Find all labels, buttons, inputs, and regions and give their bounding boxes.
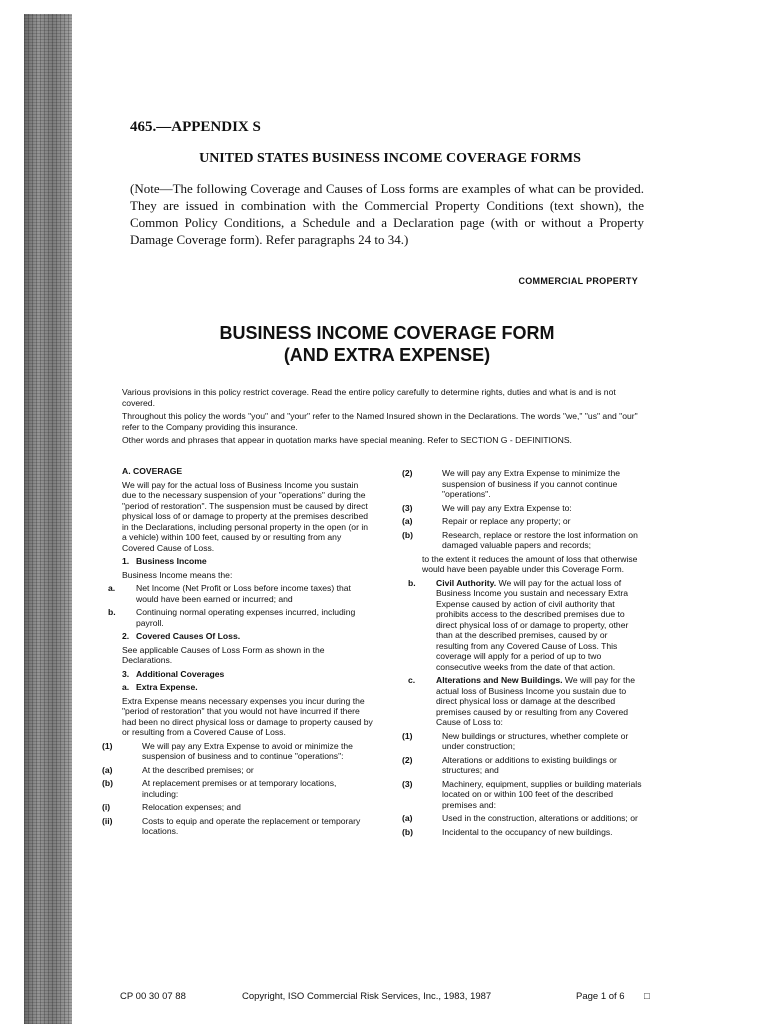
clause-text: Repair or replace any property; or xyxy=(442,516,571,526)
subitem-letter: b. xyxy=(108,607,116,617)
item-heading: Additional Coverages xyxy=(136,668,225,679)
clause xyxy=(102,815,374,837)
clause-text: We will pay any Extra Expense to minimize the suspension of business if you cannot continue "operations". xyxy=(442,468,620,499)
intro-block xyxy=(122,387,642,449)
clause xyxy=(402,826,642,838)
item-text: See applicable Causes of Loss Form as shown in the Declarations. xyxy=(122,644,325,665)
coverage-text: We will pay for the actual loss of Business Income you sustain due to the necessary suspension of your "operations" during the "period of restoration". The suspension must be caused by direct physical loss of or damage to property at the premises described in the Declarations, including personal property in the open (or in a vehicle) within 100 feet, caused by or resulting from any Covered Cause of Loss. xyxy=(122,479,369,553)
form-title-line-2: (AND EXTRA EXPENSE) xyxy=(283,345,491,365)
clause-text: Relocation expenses; and xyxy=(142,802,241,812)
clause xyxy=(402,754,642,776)
clause xyxy=(402,730,642,752)
clause-number: (a) xyxy=(102,764,113,775)
item-heading: Business Income xyxy=(136,556,207,566)
form-title-line-1: BUSINESS INCOME COVERAGE FORM xyxy=(219,323,555,343)
coverage-heading: A. COVERAGE xyxy=(122,466,183,476)
clause xyxy=(102,764,374,776)
intro-paragraph: Various provisions in this policy restrict coverage. Read the entire policy carefully to determine rights, duties and what is and is not covered. xyxy=(122,387,616,408)
clause xyxy=(102,802,374,813)
clause-text: Costs to equip and operate the replacement or temporary locations. xyxy=(142,815,361,836)
footer-page-number: Page 1 of 6 xyxy=(576,991,625,1002)
clause-text: We will pay any Extra Expense to avoid or minimize the suspension of business and to continue "operations": xyxy=(142,740,353,761)
clause xyxy=(402,778,642,811)
subitem-letter: a. xyxy=(108,583,116,593)
intro-paragraph: Throughout this policy the words "you" and "your" refer to the Named Insured shown in the Declarations. The words "we," "us" and "our" refer to the Company providing this insurance. xyxy=(122,411,638,432)
clause xyxy=(402,813,642,824)
subitem-letter: c. xyxy=(408,675,416,685)
subitem-heading: Civil Authority. xyxy=(436,577,497,588)
clause-number: (b) xyxy=(402,529,413,540)
clause-text: At replacement premises or at temporary locations, including: xyxy=(142,778,337,799)
clause xyxy=(102,778,374,799)
item-number: 1. xyxy=(122,556,130,566)
footer-copyright: Copyright, ISO Commercial Risk Services, Inc., 1983, 1987 xyxy=(242,991,492,1002)
clause-text: Used in the construction, alterations or additions; or xyxy=(442,813,638,823)
section-title: UNITED STATES BUSINESS INCOME COVERAGE FORMS xyxy=(199,151,581,166)
clause xyxy=(402,516,642,527)
clause-text: Incidental to the occupancy of new buildings. xyxy=(442,826,613,837)
subitem-heading: Alterations and New Buildings. xyxy=(436,675,563,685)
clause-number: (1) xyxy=(402,730,413,741)
subitem xyxy=(108,583,374,604)
intro-paragraph: Other words and phrases that appear in quotation marks have special meaning. Refer to SECTION G - DEFINITIONS. xyxy=(122,435,572,445)
clause-number: (3) xyxy=(402,778,413,789)
clause-number: (1) xyxy=(102,740,113,751)
clause-text: Machinery, equipment, supplies or building materials located on or within 100 feet of the described premises and: xyxy=(442,778,642,810)
right-column xyxy=(402,468,642,840)
form-title xyxy=(130,322,644,366)
item-business-income xyxy=(122,556,374,567)
note-paragraph: (Note—The following Coverage and Causes of Loss forms are examples of what can be provided. They are issued in combination with the Commercial Property Conditions (text shown), the Common Policy Conditions, a Schedule and a Declaration page (with or without a Property Damage Coverage form). Refer paragraphs 24 to 34.) xyxy=(130,181,644,247)
clause xyxy=(102,740,374,762)
item-covered-causes xyxy=(122,631,374,642)
item-heading: Covered Causes Of Loss. xyxy=(136,631,241,641)
clause xyxy=(402,502,642,514)
clause-number: (b) xyxy=(102,778,113,788)
subitem-text: Extra Expense means necessary expenses you incur during the "period of restoration" that you would not have incurred if there had been no direct physical loss or damage to property caused by or resulting from a Covered Cause of Loss. xyxy=(122,695,373,737)
item-additional-coverages xyxy=(122,669,374,680)
subitem-text: Continuing normal operating expenses incurred, including payroll. xyxy=(136,607,356,628)
clause-number: (3) xyxy=(402,502,413,513)
item-number: 2. xyxy=(122,631,130,641)
clause-text: At the described premises; or xyxy=(142,764,254,775)
subitem-alterations xyxy=(408,675,642,728)
clause xyxy=(402,468,642,500)
subitem-civil-authority xyxy=(408,577,642,673)
clause-number: (a) xyxy=(402,516,413,526)
clause-number: (a) xyxy=(402,813,413,823)
subitem-letter: a. xyxy=(122,682,130,692)
subitem-text: Net Income (Net Profit or Loss before income taxes) that would have been earned or incurred; and xyxy=(136,583,351,604)
clause xyxy=(402,529,642,551)
clause-number: (ii) xyxy=(102,815,113,826)
subitem-heading: Extra Expense. xyxy=(136,682,198,692)
clause-number: (b) xyxy=(402,826,413,837)
clause-text: We will pay any Extra Expense to: xyxy=(442,502,572,513)
left-column xyxy=(102,466,374,840)
clause-number: (2) xyxy=(402,468,413,478)
subitem-text: We will pay for the actual loss of Business Income you sustain and necessary Extra Expense caused by action of civil authority that prohibits access to the described premises due to direct physical loss of or damage to property, other than at the described premises, caused by or resulting from any Covered Cause of Loss. This coverage will apply for a period of up to two consecutive weeks from the date of that action. xyxy=(436,577,629,672)
clause-number: (2) xyxy=(402,754,413,765)
clause-tail: to the extent it reduces the amount of loss that otherwise would have been payable under this Coverage Form. xyxy=(422,553,638,574)
clause-text: Alterations or additions to existing buildings or structures; and xyxy=(442,754,617,775)
clause-text: New buildings or structures, whether complete or under construction; xyxy=(442,730,629,751)
clause-number: (i) xyxy=(102,802,111,812)
item-text: Business Income means the: xyxy=(122,569,233,580)
appendix-heading: 465.—APPENDIX S xyxy=(130,119,261,135)
subitem xyxy=(108,607,374,628)
commercial-property-label: COMMERCIAL PROPERTY xyxy=(518,276,638,286)
subitem-extra-expense xyxy=(122,682,374,693)
footer-box-icon: □ xyxy=(644,991,650,1002)
footer-form-number: CP 00 30 07 88 xyxy=(120,991,186,1002)
item-number: 3. xyxy=(122,668,130,679)
book-binding-edge xyxy=(24,14,72,1024)
subitem-text: We will pay for the actual loss of Business Income you sustain due to direct physical loss or damage at the described premises caused by or resulting from any Covered Cause of Loss to: xyxy=(436,675,635,727)
subitem-letter: b. xyxy=(408,577,416,588)
clause-text: Research, replace or restore the lost information on damaged valuable papers and records; xyxy=(442,529,638,550)
